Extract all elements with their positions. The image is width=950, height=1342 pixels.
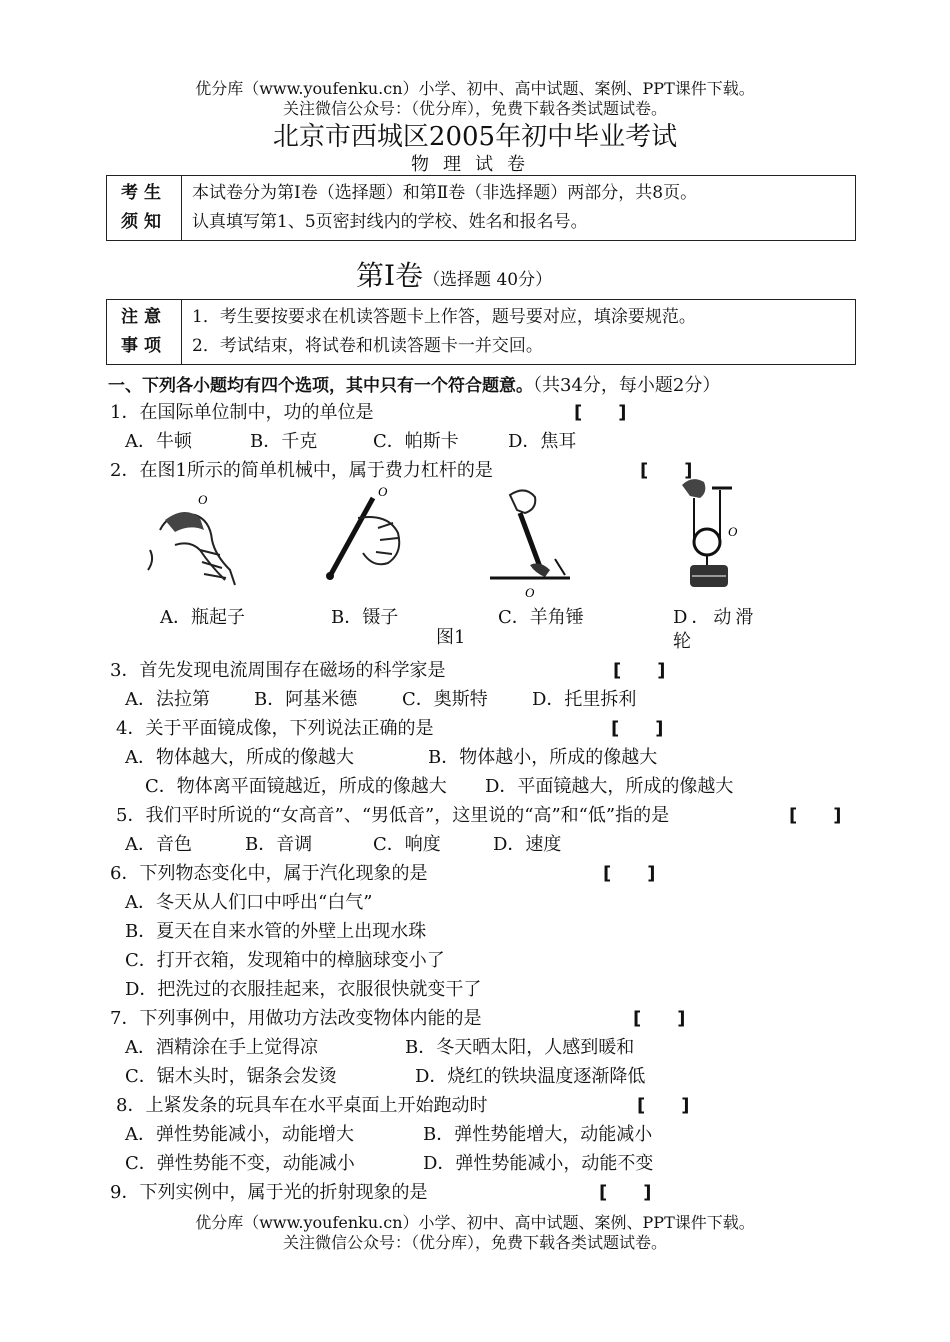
exam-title: 北京市西城区2005年初中毕业考试 bbox=[272, 122, 678, 152]
q2-option-b: B．镊子 bbox=[331, 607, 399, 628]
fulcrum-label-b: O bbox=[378, 484, 388, 499]
attention-line-2: 2．考试结束，将试卷和机读答题卡一并交回。 bbox=[192, 336, 543, 356]
q1-answer-bracket[interactable]: [ ] bbox=[574, 402, 627, 423]
q8-stem: 8．上紧发条的玩具车在水平桌面上开始跑动时 bbox=[116, 1095, 488, 1116]
attention-label bbox=[107, 300, 182, 365]
q3-option-d: D．托里拆利 bbox=[532, 689, 637, 710]
q9-answer-bracket[interactable]: [ ] bbox=[599, 1182, 652, 1203]
q4-option-b: B．物体越小，所成的像越大 bbox=[428, 747, 658, 768]
part1-heading-note: （共34分，每小题2分） bbox=[533, 375, 721, 396]
q4-option-c: C．物体离平面镜越近，所成的像越大 bbox=[145, 776, 447, 797]
q2-option-d-line1: D．动滑 bbox=[673, 607, 758, 628]
notice-box-attention bbox=[106, 299, 856, 365]
notice-label-2: 须知 bbox=[121, 212, 167, 232]
q5-option-c: C．响度 bbox=[373, 834, 441, 855]
q7-stem: 7．下列事例中，用做功方法改变物体内能的是 bbox=[110, 1008, 482, 1029]
q7-option-c: C．锯木头时，锯条会发烫 bbox=[125, 1066, 337, 1087]
part1-heading bbox=[108, 371, 720, 397]
q4-answer-bracket[interactable]: [ ] bbox=[611, 718, 664, 739]
q8-option-c: C．弹性势能不变，动能减小 bbox=[125, 1153, 355, 1174]
q5-stem: 5．我们平时所说的“女高音”、“男低音”，这里说的“高”和“低”指的是 bbox=[116, 805, 670, 826]
q3-stem: 3．首先发现电流周围存在磁场的科学家是 bbox=[110, 660, 446, 681]
q3-answer-bracket[interactable]: [ ] bbox=[613, 660, 666, 681]
site-header-line1: 优分库（www.youfenku.cn）小学、初中、高中试题、案例、PPT课件下载。 bbox=[195, 79, 755, 98]
q3-option-a: A．法拉第 bbox=[125, 689, 210, 710]
q9-stem: 9．下列实例中，属于光的折射现象的是 bbox=[110, 1182, 428, 1203]
q2-option-c: C．羊角锤 bbox=[498, 607, 584, 628]
q3-option-c: C．奥斯特 bbox=[402, 689, 488, 710]
q6-option-a: A．冬天从人们口中呼出“白气” bbox=[125, 892, 373, 913]
site-header-line2: 关注微信公众号：（优分库），免费下载各类试题试卷。 bbox=[282, 99, 667, 118]
q6-stem: 6．下列物态变化中，属于汽化现象的是 bbox=[110, 863, 428, 884]
q8-answer-bracket[interactable]: [ ] bbox=[637, 1095, 690, 1116]
q2-stem: 2．在图1所示的简单机械中，属于费力杠杆的是 bbox=[110, 460, 493, 481]
q7-option-b: B．冬天晒太阳，人感到暖和 bbox=[405, 1037, 635, 1058]
tweezers-figure bbox=[318, 478, 418, 588]
notice-line-1: 本试卷分为第Ⅰ卷（选择题）和第Ⅱ卷（非选择题）两部分，共8页。 bbox=[192, 183, 698, 203]
q6-option-b: B．夏天在自来水管的外壁上出现水珠 bbox=[125, 921, 427, 942]
q5-option-b: B．音调 bbox=[245, 834, 313, 855]
q4-stem: 4．关于平面镜成像，下列说法正确的是 bbox=[116, 718, 434, 739]
q6-answer-bracket[interactable]: [ ] bbox=[603, 863, 656, 884]
site-footer-line1: 优分库（www.youfenku.cn）小学、初中、高中试题、案例、PPT课件下载。 bbox=[195, 1213, 755, 1232]
movable-pulley-figure bbox=[672, 470, 762, 595]
exam-subtitle: 物理试卷 bbox=[411, 154, 539, 175]
q4-option-a: A．物体越大，所成的像越大 bbox=[125, 747, 354, 768]
attention-line-1: 1．考生要按要求在机读答题卡上作答，题号要对应，填涂要规范。 bbox=[192, 307, 696, 327]
fulcrum-label-d: O bbox=[728, 524, 738, 539]
claw-hammer-figure bbox=[485, 485, 575, 600]
q5-option-a: A．音色 bbox=[125, 834, 192, 855]
q1-option-b: B．千克 bbox=[250, 431, 318, 452]
notice-label bbox=[107, 176, 182, 241]
attention-text bbox=[182, 300, 856, 365]
q2-answer-bracket[interactable]: [ ] bbox=[640, 460, 693, 481]
figure-1-caption: 图1 bbox=[436, 627, 466, 648]
fulcrum-label-c: O bbox=[525, 585, 535, 600]
bottle-opener-figure bbox=[140, 490, 250, 590]
q7-option-a: A．酒精涂在手上觉得凉 bbox=[125, 1037, 318, 1058]
q7-answer-bracket[interactable]: [ ] bbox=[633, 1008, 686, 1029]
q2-option-a: A．瓶起子 bbox=[160, 607, 245, 628]
attention-label-2: 事项 bbox=[121, 336, 167, 356]
q3-option-b: B．阿基米德 bbox=[254, 689, 358, 710]
q6-option-d: D．把洗过的衣服挂起来，衣服很快就变干了 bbox=[125, 979, 482, 1000]
site-footer-line2: 关注微信公众号：（优分库），免费下载各类试题试卷。 bbox=[282, 1233, 667, 1252]
section-title-main: 第Ⅰ卷 bbox=[356, 259, 424, 292]
notice-label-1: 考生 bbox=[121, 183, 167, 203]
q1-option-c: C．帕斯卡 bbox=[373, 431, 459, 452]
part1-heading-main: 一、下列各小题均有四个选项，其中只有一个符合题意。 bbox=[108, 376, 533, 396]
q8-option-b: B．弹性势能增大，动能减小 bbox=[423, 1124, 653, 1145]
q5-option-d: D．速度 bbox=[493, 834, 562, 855]
q6-option-c: C．打开衣箱，发现箱中的樟脑球变小了 bbox=[125, 950, 445, 971]
notice-box-candidates bbox=[106, 175, 856, 241]
attention-label-1: 注意 bbox=[121, 307, 167, 327]
q7-option-d: D．烧红的铁块温度逐渐降低 bbox=[415, 1066, 646, 1087]
notice-text bbox=[182, 176, 856, 241]
q4-option-d: D．平面镜越大，所成的像越大 bbox=[485, 776, 734, 797]
notice-line-2: 认真填写第1、5页密封线内的学校、姓名和报名号。 bbox=[192, 212, 588, 232]
q1-option-a: A．牛顿 bbox=[125, 431, 192, 452]
q1-stem: 1．在国际单位制中，功的单位是 bbox=[110, 402, 374, 423]
q8-option-d: D．弹性势能减小，动能不变 bbox=[423, 1153, 654, 1174]
q5-answer-bracket[interactable]: [ ] bbox=[789, 805, 842, 826]
q8-option-a: A．弹性势能减小，动能增大 bbox=[125, 1124, 354, 1145]
q1-option-d: D．焦耳 bbox=[508, 431, 577, 452]
fulcrum-label-a: O bbox=[198, 492, 208, 507]
section-title-note: （选择题 40分） bbox=[423, 270, 553, 290]
q2-option-d-line2: 轮 bbox=[673, 631, 691, 652]
section-title bbox=[356, 254, 552, 294]
